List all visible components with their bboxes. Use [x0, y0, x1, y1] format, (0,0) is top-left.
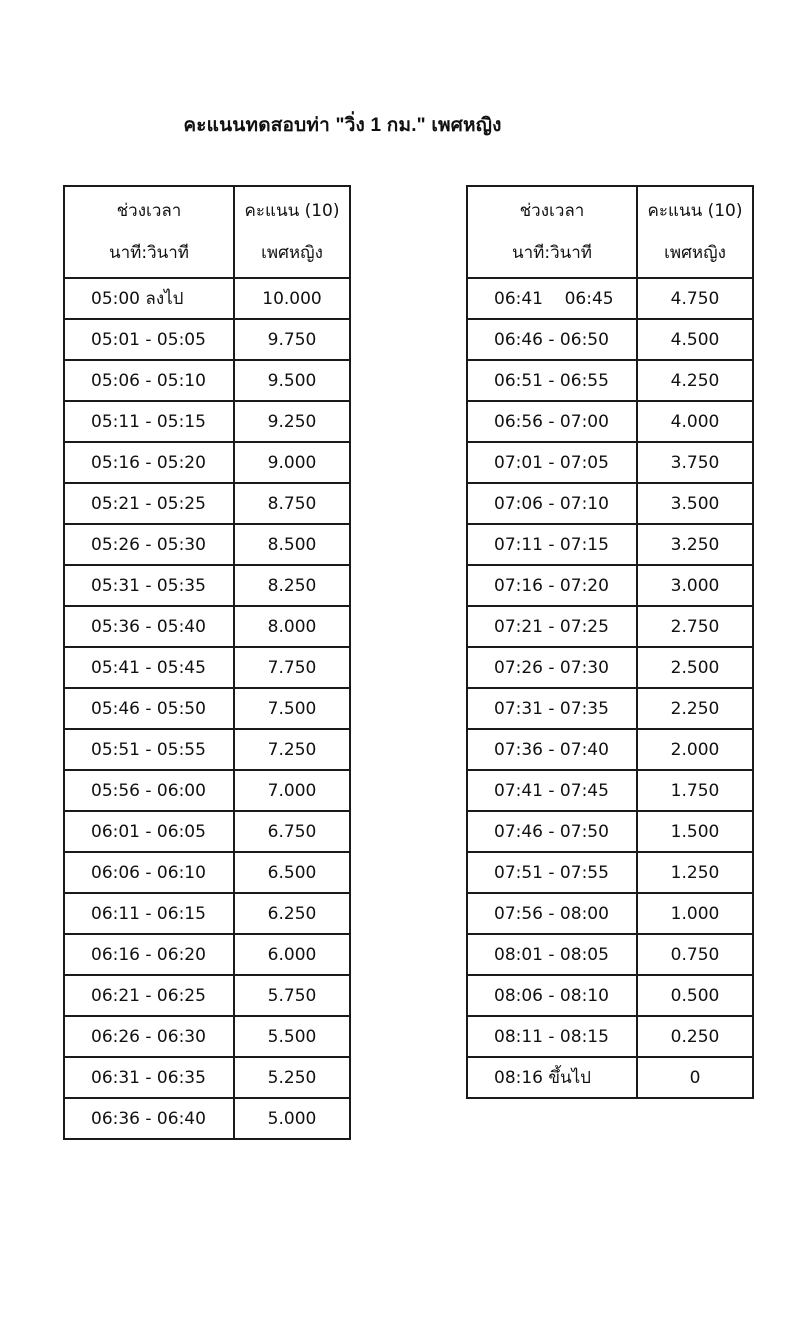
score-cell: 1.250 — [637, 852, 753, 893]
table-row — [64, 1057, 350, 1098]
time-range-cell: 07:31 - 07:35 — [467, 688, 637, 729]
time-range-cell: 05:16 - 05:20 — [64, 442, 234, 483]
table-row — [467, 647, 753, 688]
score-cell: 0.500 — [637, 975, 753, 1016]
score-cell: 2.750 — [637, 606, 753, 647]
table-row — [467, 688, 753, 729]
table-header-row — [64, 186, 350, 278]
time-range-cell: 05:46 - 05:50 — [64, 688, 234, 729]
table-row — [467, 401, 753, 442]
table-row — [64, 893, 350, 934]
time-range-cell: 06:41 06:45 — [467, 278, 637, 319]
table-row — [467, 975, 753, 1016]
score-cell: 5.750 — [234, 975, 350, 1016]
score-cell: 3.000 — [637, 565, 753, 606]
score-header-line2: เพศหญิง — [261, 243, 323, 263]
table-row — [467, 319, 753, 360]
time-range-cell: 05:26 - 05:30 — [64, 524, 234, 565]
score-cell: 7.250 — [234, 729, 350, 770]
score-cell: 1.000 — [637, 893, 753, 934]
score-table-left — [63, 185, 351, 1140]
time-column-header — [467, 186, 637, 278]
table-row — [467, 729, 753, 770]
time-range-cell: 05:41 - 05:45 — [64, 647, 234, 688]
table-row — [467, 360, 753, 401]
time-range-cell: 05:00 ลงไป — [64, 278, 234, 319]
score-cell: 2.000 — [637, 729, 753, 770]
score-cell: 8.000 — [234, 606, 350, 647]
score-header-line1: คะแนน (10) — [244, 201, 340, 221]
table-row — [64, 975, 350, 1016]
table-row — [467, 893, 753, 934]
time-range-cell: 05:11 - 05:15 — [64, 401, 234, 442]
score-cell: 7.000 — [234, 770, 350, 811]
table-row — [467, 565, 753, 606]
table-row — [64, 565, 350, 606]
score-column-header — [234, 186, 350, 278]
table-row — [64, 483, 350, 524]
table-row — [467, 1057, 753, 1098]
table-row — [64, 647, 350, 688]
score-cell: 5.250 — [234, 1057, 350, 1098]
time-range-cell: 07:36 - 07:40 — [467, 729, 637, 770]
time-range-cell: 07:56 - 08:00 — [467, 893, 637, 934]
time-range-cell: 07:01 - 07:05 — [467, 442, 637, 483]
table-row — [467, 1016, 753, 1057]
score-cell: 2.500 — [637, 647, 753, 688]
score-cell: 5.000 — [234, 1098, 350, 1139]
time-range-cell: 05:01 - 05:05 — [64, 319, 234, 360]
score-cell: 8.250 — [234, 565, 350, 606]
time-range-cell: 08:11 - 08:15 — [467, 1016, 637, 1057]
time-range-cell: 07:41 - 07:45 — [467, 770, 637, 811]
time-header-line2: นาที:วินาที — [108, 243, 190, 263]
time-range-cell: 06:16 - 06:20 — [64, 934, 234, 975]
score-cell: 3.750 — [637, 442, 753, 483]
time-range-cell: 07:06 - 07:10 — [467, 483, 637, 524]
score-cell: 7.500 — [234, 688, 350, 729]
score-cell: 9.000 — [234, 442, 350, 483]
time-range-cell: 06:26 - 06:30 — [64, 1016, 234, 1057]
score-cell: 3.500 — [637, 483, 753, 524]
score-cell: 8.500 — [234, 524, 350, 565]
score-cell: 2.250 — [637, 688, 753, 729]
score-cell: 6.000 — [234, 934, 350, 975]
table-row — [64, 1098, 350, 1139]
time-range-cell: 07:11 - 07:15 — [467, 524, 637, 565]
score-header-line1: คะแนน (10) — [647, 201, 743, 221]
table-row — [64, 401, 350, 442]
score-cell: 0 — [637, 1057, 753, 1098]
time-range-cell: 08:16 ขึ้นไป — [467, 1057, 637, 1098]
table-row — [467, 524, 753, 565]
table-row — [64, 688, 350, 729]
time-range-cell: 05:31 - 05:35 — [64, 565, 234, 606]
table-row — [467, 442, 753, 483]
time-range-cell: 08:01 - 08:05 — [467, 934, 637, 975]
table-row — [467, 852, 753, 893]
table-row — [64, 770, 350, 811]
score-cell: 9.250 — [234, 401, 350, 442]
score-column-header — [637, 186, 753, 278]
score-cell: 4.500 — [637, 319, 753, 360]
score-cell: 0.250 — [637, 1016, 753, 1057]
time-header-line1: ช่วงเวลา — [116, 201, 182, 221]
table-row — [467, 811, 753, 852]
time-range-cell: 05:56 - 06:00 — [64, 770, 234, 811]
table-row — [467, 770, 753, 811]
table-header-row — [467, 186, 753, 278]
score-cell: 4.000 — [637, 401, 753, 442]
score-cell: 4.750 — [637, 278, 753, 319]
table-row — [64, 934, 350, 975]
time-header-line1: ช่วงเวลา — [519, 201, 585, 221]
time-range-cell: 05:21 - 05:25 — [64, 483, 234, 524]
score-cell: 7.750 — [234, 647, 350, 688]
time-range-cell: 06:11 - 06:15 — [64, 893, 234, 934]
time-range-cell: 05:06 - 05:10 — [64, 360, 234, 401]
time-range-cell: 06:36 - 06:40 — [64, 1098, 234, 1139]
table-row — [64, 811, 350, 852]
score-cell: 1.500 — [637, 811, 753, 852]
time-range-cell: 06:56 - 07:00 — [467, 401, 637, 442]
time-header-line2: นาที:วินาที — [511, 243, 593, 263]
time-range-cell: 07:51 - 07:55 — [467, 852, 637, 893]
score-cell: 8.750 — [234, 483, 350, 524]
score-cell: 5.500 — [234, 1016, 350, 1057]
score-cell: 6.250 — [234, 893, 350, 934]
table-row — [64, 1016, 350, 1057]
score-cell: 9.500 — [234, 360, 350, 401]
time-range-cell: 07:16 - 07:20 — [467, 565, 637, 606]
time-range-cell: 06:51 - 06:55 — [467, 360, 637, 401]
score-cell: 4.250 — [637, 360, 753, 401]
table-row — [64, 360, 350, 401]
table-row — [64, 852, 350, 893]
table-row — [467, 278, 753, 319]
score-cell: 6.500 — [234, 852, 350, 893]
table-row — [64, 729, 350, 770]
table-row — [467, 483, 753, 524]
score-cell: 3.250 — [637, 524, 753, 565]
table-row — [64, 319, 350, 360]
score-cell: 1.750 — [637, 770, 753, 811]
table-row — [64, 606, 350, 647]
score-cell: 10.000 — [234, 278, 350, 319]
time-range-cell: 07:26 - 07:30 — [467, 647, 637, 688]
score-cell: 0.750 — [637, 934, 753, 975]
time-range-cell: 07:21 - 07:25 — [467, 606, 637, 647]
table-row — [64, 278, 350, 319]
score-cell: 6.750 — [234, 811, 350, 852]
time-range-cell: 06:31 - 06:35 — [64, 1057, 234, 1098]
time-range-cell: 05:36 - 05:40 — [64, 606, 234, 647]
time-range-cell: 06:01 - 06:05 — [64, 811, 234, 852]
score-cell: 9.750 — [234, 319, 350, 360]
time-range-cell: 05:51 - 05:55 — [64, 729, 234, 770]
time-range-cell: 07:46 - 07:50 — [467, 811, 637, 852]
table-row — [467, 934, 753, 975]
time-range-cell: 06:06 - 06:10 — [64, 852, 234, 893]
score-header-line2: เพศหญิง — [664, 243, 726, 263]
time-range-cell: 08:06 - 08:10 — [467, 975, 637, 1016]
table-row — [64, 442, 350, 483]
time-range-cell: 06:46 - 06:50 — [467, 319, 637, 360]
table-row — [64, 524, 350, 565]
time-range-cell: 06:21 - 06:25 — [64, 975, 234, 1016]
score-table-right — [466, 185, 754, 1099]
time-column-header — [64, 186, 234, 278]
page-title: คะแนนทดสอบท่า "วิ่ง 1 กม." เพศหญิง — [183, 115, 502, 136]
table-row — [467, 606, 753, 647]
